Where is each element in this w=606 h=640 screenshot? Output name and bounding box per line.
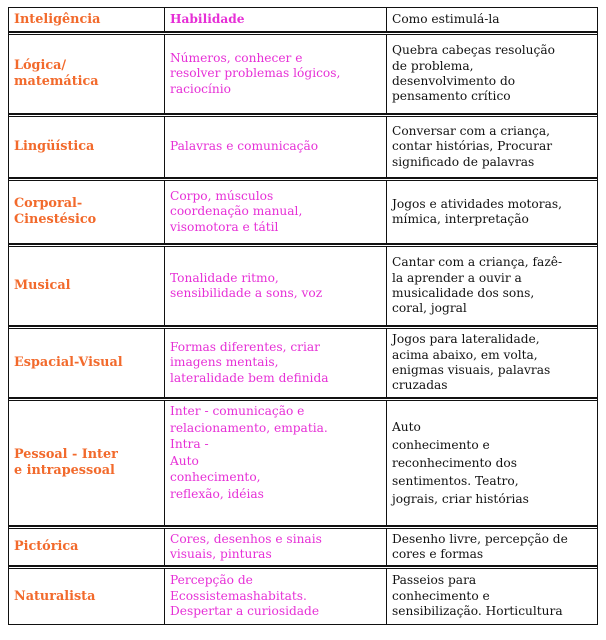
row-habilidade: Tonalidade ritmo, sensibilidade a sons, voz [165, 247, 387, 325]
row-estimulo: Jogos para lateralidade, acima abaixo, em volta, enigmas visuais, palavras cruzadas [392, 332, 551, 393]
row-estimulo: Passeios para conhecimento e sensibilização. Horticultura [392, 573, 563, 619]
table-row [9, 114, 597, 178]
row-habilidade: Palavras e comunicação [165, 117, 387, 177]
row-inteligencia: Pictórica [9, 529, 165, 565]
row-estimulo: Quebra cabeças resolução de problema, desenvolvimento do pensamento crítico [392, 43, 555, 104]
table-row [9, 566, 597, 624]
table-header-row [9, 8, 597, 32]
row-estimulo: Conversar com a criança, contar histórias, Procurar significado de palavras [392, 123, 553, 169]
row-inteligencia: Naturalista [9, 569, 165, 624]
row-habilidade: Formas diferentes, criar imagens mentais, lateralidade bem definida [165, 329, 387, 397]
multiple-intelligences-table [8, 7, 598, 625]
table-row [9, 526, 597, 566]
row-habilidade: Números, conhecer e resolver problemas lógicos, raciocínio [165, 35, 387, 113]
row-inteligencia: Lógica/ matemática [9, 35, 165, 113]
row-habilidade: Inter - comunicação e relacionamento, empatia. Intra - Auto conhecimento, reflexão, idéias [165, 401, 387, 525]
table-row [9, 32, 597, 114]
row-estimulo: Cantar com a criança, fazê- la aprender a ouvir a musicalidade dos sons, coral, jogral [392, 255, 563, 316]
row-inteligencia: Espacial-Visual [9, 329, 165, 397]
row-inteligencia: Lingüística [9, 117, 165, 177]
row-inteligencia: Pessoal - Inter e intrapessoal [9, 401, 165, 525]
row-habilidade: Percepção de Ecossistemashabitats. Despertar a curiosidade [165, 569, 387, 624]
row-estimulo: Auto conhecimento e reconhecimento dos sentimentos. Teatro, jograis, criar histórias [392, 420, 529, 506]
header-inteligencia: Inteligência [9, 8, 165, 31]
row-inteligencia: Corporal- Cinestésico [9, 181, 165, 243]
table-row [9, 398, 597, 526]
row-inteligencia: Musical [9, 247, 165, 325]
row-estimulo: Desenho livre, percepção de cores e formas [392, 531, 568, 561]
table-row [9, 244, 597, 326]
table-row [9, 326, 597, 398]
row-habilidade: Corpo, músculos coordenação manual, visomotora e tátil [165, 181, 387, 243]
row-habilidade: Cores, desenhos e sinais visuais, pinturas [165, 529, 387, 565]
row-estimulo: Jogos e atividades motoras, mímica, interpretação [392, 196, 562, 226]
header-habilidade: Habilidade [165, 8, 387, 31]
header-como-estimular: Como estimulá-la [392, 11, 500, 26]
table-row [9, 178, 597, 244]
